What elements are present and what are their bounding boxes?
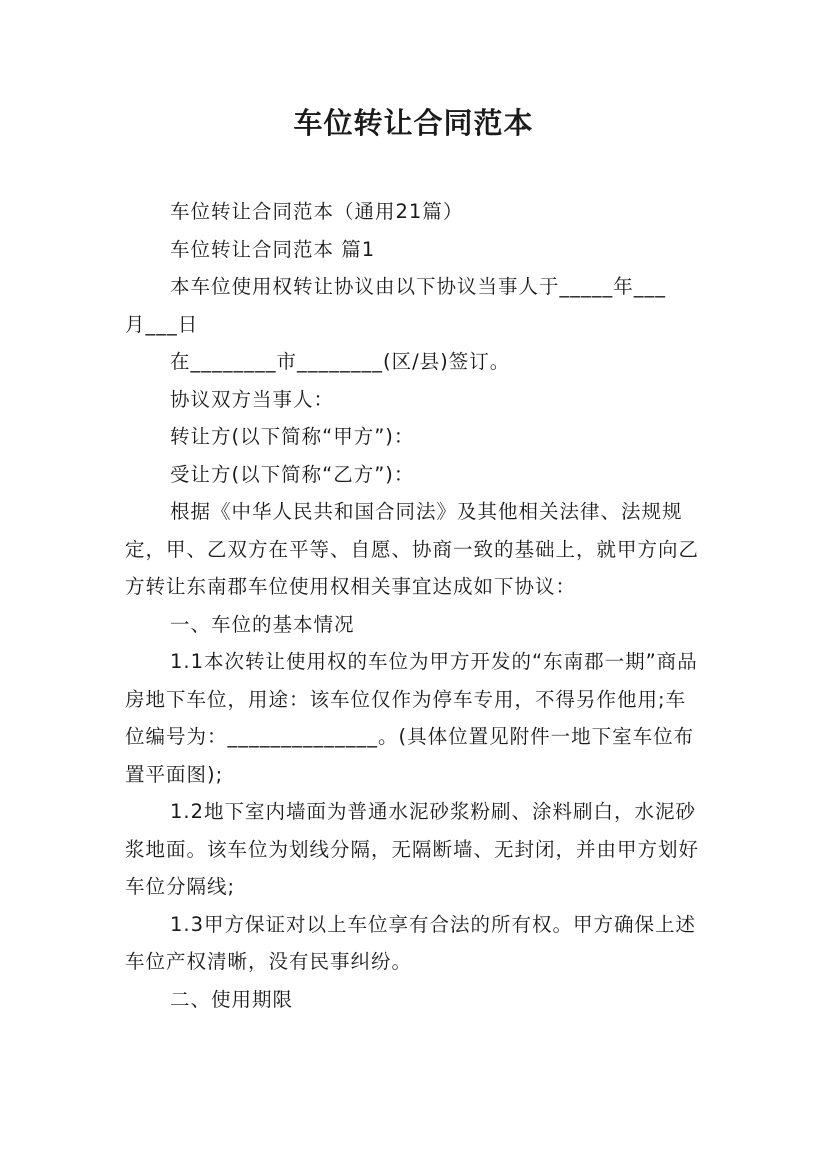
document-body	[125, 193, 705, 1018]
paragraph-signing-place: 在________市________(区/县)签订。	[170, 350, 511, 373]
paragraph-parties: 协议双方当事人：	[170, 387, 335, 411]
paragraph-clause-1-3: 1.3甲方保证对以上车位享有合法的所有权。甲方确保上述车位产权清晰，没有民事纠纷。	[125, 912, 697, 973]
paragraph-party-a: 转让方(以下简称“甲方”)：	[170, 425, 415, 448]
paragraph-intro-line2: 月___日	[125, 312, 199, 336]
paragraph-clause-1-2: 1.2地下室内墙面为普通水泥砂浆粉刷、涂料刷白，水泥砂浆地面。该车位为划线分隔，无隔断墙、无封闭，并由甲方划好车位分隔线;	[125, 800, 700, 898]
paragraph-clause-1-1: 1.1本次转让使用权的车位为甲方开发的“东南郡一期”商品房地下车位，用途：该车位仅作为停车专用，不得另作他用;车位编号为：______________。(具体位置见附件一地下室车位布置平面图);	[125, 650, 698, 786]
paragraph-heading-2: 二、使用期限	[170, 987, 294, 1011]
paragraph-subtitle: 车位转让合同范本（通用21篇）	[170, 200, 464, 223]
paragraph-party-b: 受让方(以下简称“乙方”)：	[170, 462, 415, 486]
paragraph-basis: 根据《中华人民共和国合同法》及其他相关法律、法规规定，甲、乙双方在平等、自愿、协商一致的基础上，就甲方向乙方转让东南郡车位使用权相关事宜达成如下协议：	[125, 500, 700, 598]
paragraph-heading-1: 一、车位的基本情况	[170, 612, 355, 636]
paragraph-intro-line1: 本车位使用权转让协议由以下协议当事人于_____年___	[170, 275, 667, 298]
paragraph-section-heading: 车位转让合同范本 篇1	[170, 237, 376, 261]
document-title: 车位转让合同范本	[293, 106, 534, 140]
